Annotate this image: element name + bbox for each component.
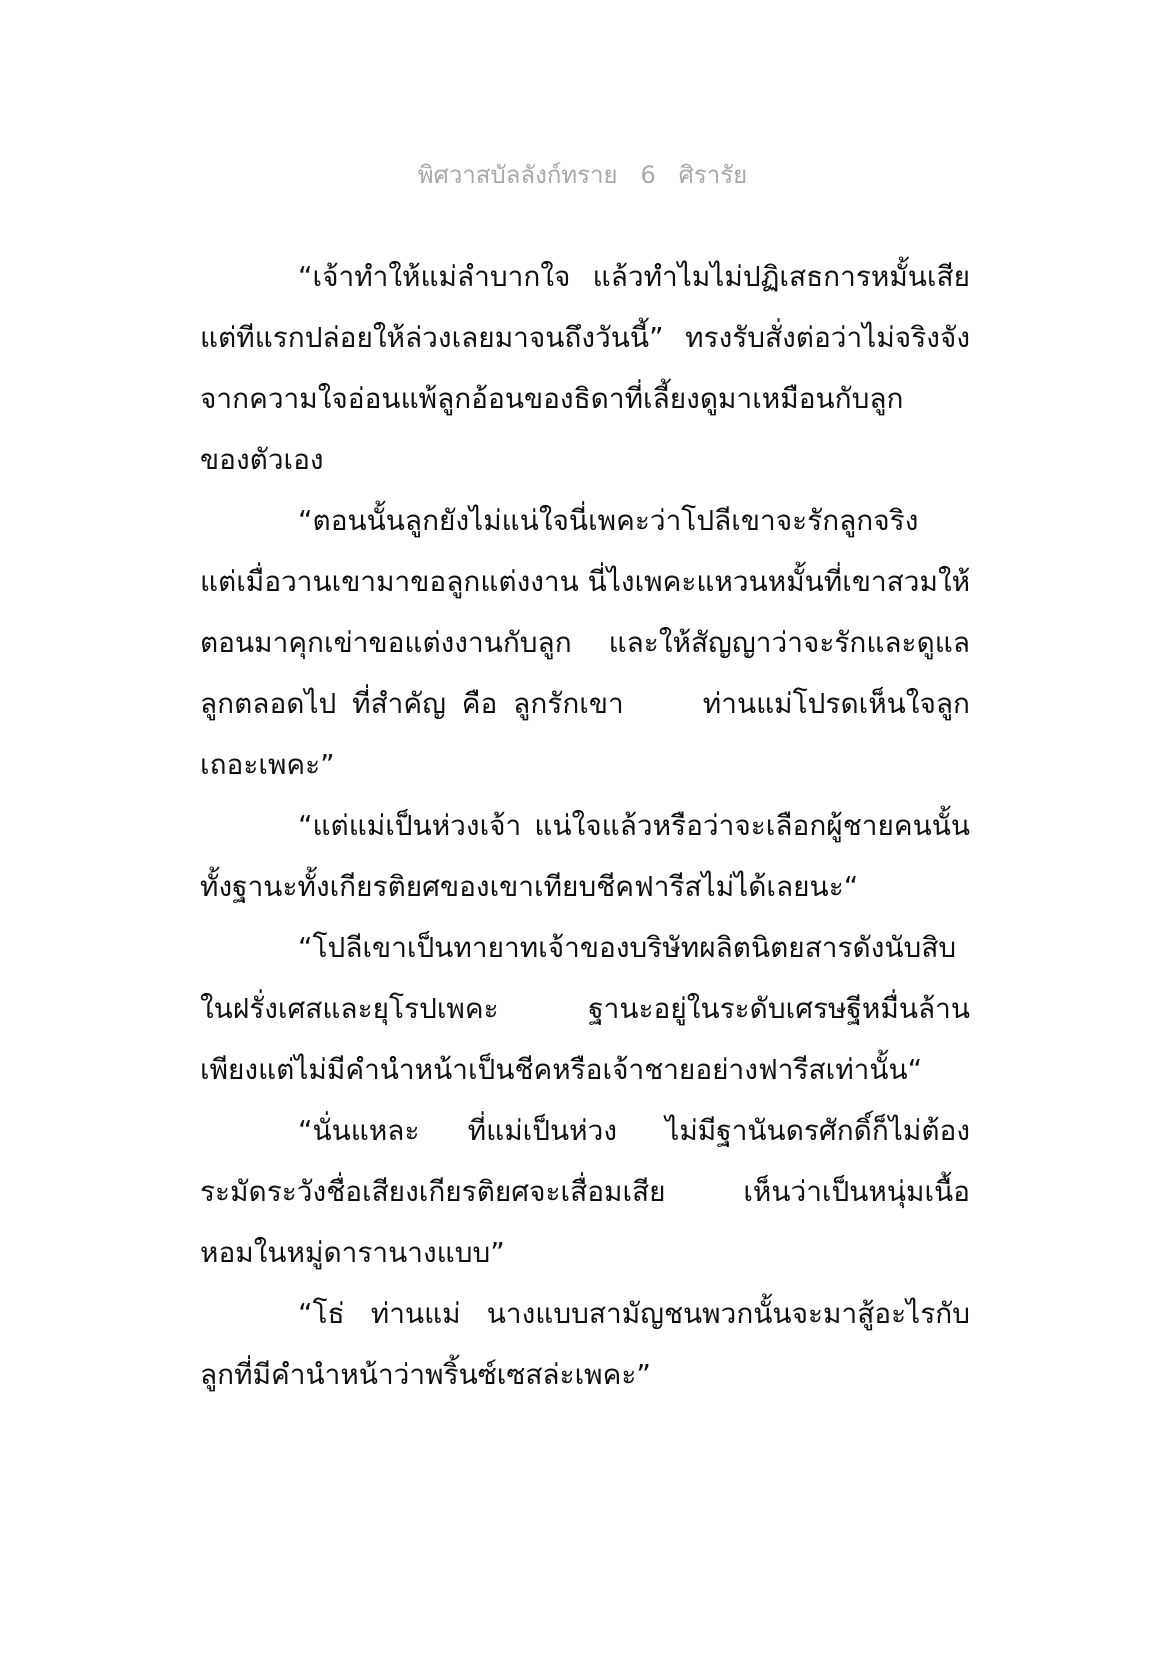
- text-line: ในฝรั่งเศสและยุโรปเพคะ ฐานะอยู่ในระดับเศรษฐีหมื่นล้าน: [200, 992, 970, 1025]
- text-line: ตอนมาคุกเข่าขอแต่งงานกับลูก และให้สัญญาว่าจะรักและดูแล: [200, 626, 970, 659]
- running-header: พิศวาสบัลลังก์ทราย 6 ศิรารัย: [417, 161, 748, 189]
- text-line: “โปลีเขาเป็นทายาทเจ้าของบริษัทผลิตนิตยสารดังนับสิบ: [298, 931, 957, 964]
- text-line: “ตอนนั้นลูกยังไม่แน่ใจนี่เพคะว่าโปลีเขาจะรักลูกจริง: [298, 504, 919, 537]
- body-text: [200, 246, 970, 1405]
- text-line: ลูกที่มีคำนำหน้าว่าพริ้นซ์เซสล่ะเพคะ”: [200, 1358, 651, 1391]
- text-line: “แต่แม่เป็นห่วงเจ้า แน่ใจแล้วหรือว่าจะเลือกผู้ชายคนนั้น: [298, 809, 970, 842]
- text-line: “โธ่ ท่านแม่ นางแบบสามัญชนพวกนั้นจะมาสู้อะไรกับ: [298, 1297, 970, 1330]
- text-line: หอมในหมู่ดารานางแบบ”: [200, 1236, 505, 1269]
- text-line: “นั่นแหละ ที่แม่เป็นห่วง ไม่มีฐานันดรศักดิ์ก็ไม่ต้อง: [298, 1114, 970, 1147]
- text-line: ระมัดระวังชื่อเสียงเกียรติยศจะเสื่อมเสีย เห็นว่าเป็นหนุ่มเนื้อ: [200, 1175, 970, 1208]
- text-line: ลูกตลอดไป ที่สำคัญ คือ ลูกรักเขา ท่านแม่โปรดเห็นใจลูก: [200, 687, 970, 720]
- text-line: “เจ้าทำให้แม่ลำบากใจ แล้วทำไมไม่ปฏิเสธการหมั้นเสีย: [298, 260, 970, 293]
- text-line: เถอะเพคะ”: [200, 748, 335, 781]
- text-line: จากความใจอ่อนแพ้ลูกอ้อนของธิดาที่เลี้ยงดูมาเหมือนกับลูก: [200, 382, 904, 415]
- text-line: แต่ทีแรกปล่อยให้ล่วงเลยมาจนถึงวันนี้” ทรงรับสั่งต่อว่าไม่จริงจัง: [200, 321, 970, 354]
- text-line: ของตัวเอง: [200, 443, 324, 476]
- text-line: ทั้งฐานะทั้งเกียรติยศของเขาเทียบชีคฟารีสไม่ได้เลยนะ“: [200, 870, 859, 903]
- text-line: แต่เมื่อวานเขามาขอลูกแต่งงาน นี่ไงเพคะแหวนหมั้นที่เขาสวมให้: [200, 565, 970, 598]
- text-line: เพียงแต่ไม่มีคำนำหน้าเป็นชีคหรือเจ้าชายอย่างฟารีสเท่านั้น“: [200, 1053, 923, 1086]
